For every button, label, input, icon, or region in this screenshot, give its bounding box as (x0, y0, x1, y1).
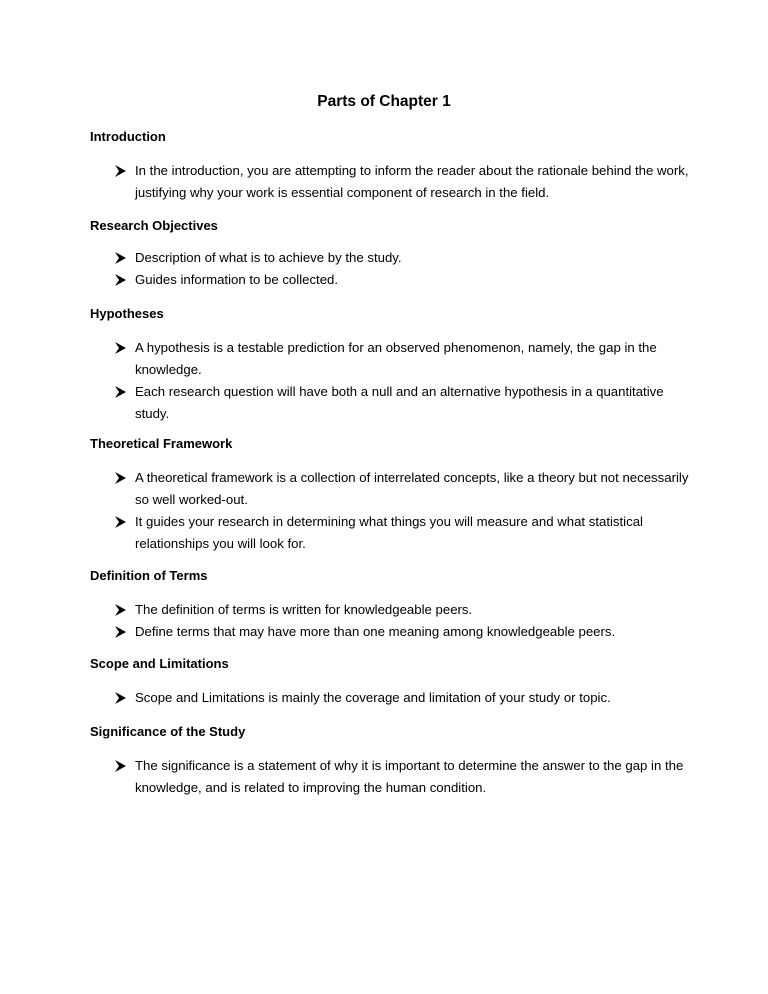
section-theoretical-framework (90, 435, 690, 555)
list-item (90, 687, 690, 709)
section-definition-of-terms (90, 567, 690, 643)
bullet-text: Scope and Limitations is mainly the coverage and limitation of your study or topic. (135, 690, 611, 705)
section-scope-and-limitations (90, 655, 690, 709)
arrow-bullet-icon (115, 165, 126, 177)
bullet-text: Each research question will have both a null and an alternative hypothesis in a quantitative study. (135, 384, 664, 421)
bullet-text: Guides information to be collected. (135, 272, 339, 287)
bullet-text: Description of what is to achieve by the study. (135, 250, 402, 265)
section-heading: Significance of the Study (90, 724, 246, 739)
bullet-list (90, 160, 690, 204)
list-item (90, 160, 690, 204)
section-heading: Hypotheses (90, 306, 164, 321)
bullet-list (90, 599, 690, 643)
section-heading: Theoretical Framework (90, 436, 233, 451)
document-title: Parts of Chapter 1 (317, 93, 451, 110)
arrow-bullet-icon (115, 760, 126, 772)
bullet-list (90, 687, 690, 709)
list-item (90, 467, 690, 511)
arrow-bullet-icon (115, 252, 126, 264)
arrow-bullet-icon (115, 692, 126, 704)
section-heading: Scope and Limitations (90, 656, 229, 671)
section-significance-of-the-study (90, 723, 690, 799)
bullet-text: The significance is a statement of why it is important to determine the answer to the gap in the knowledge, and is related to improving the human condition. (135, 758, 684, 795)
bullet-list (90, 247, 690, 291)
list-item (90, 755, 690, 799)
list-item (90, 599, 690, 621)
bullet-text: A hypothesis is a testable prediction for an observed phenomenon, namely, the gap in the knowledge. (135, 340, 657, 377)
bullet-list (90, 467, 690, 555)
arrow-bullet-icon (115, 604, 126, 616)
list-item (90, 381, 690, 425)
list-item (90, 511, 690, 555)
list-item (90, 247, 690, 269)
section-hypotheses (90, 305, 690, 425)
bullet-text: Define terms that may have more than one meaning among knowledgeable peers. (135, 624, 616, 639)
arrow-bullet-icon (115, 342, 126, 354)
bullet-list (90, 755, 690, 799)
list-item (90, 621, 690, 643)
arrow-bullet-icon (115, 516, 126, 528)
bullet-text: A theoretical framework is a collection of interrelated concepts, like a theory but not necessarily so well worked-out. (135, 470, 689, 507)
section-heading: Introduction (90, 129, 166, 144)
bullet-text: In the introduction, you are attempting to inform the reader about the rationale behind the work, justifying why your work is essential component of research in the field. (135, 163, 689, 200)
section-heading: Definition of Terms (90, 568, 208, 583)
arrow-bullet-icon (115, 274, 126, 286)
list-item (90, 337, 690, 381)
bullet-text: It guides your research in determining what things you will measure and what statistical relationships you will look for. (135, 514, 643, 551)
arrow-bullet-icon (115, 472, 126, 484)
list-item (90, 269, 690, 291)
arrow-bullet-icon (115, 626, 126, 638)
arrow-bullet-icon (115, 386, 126, 398)
bullet-text: The definition of terms is written for knowledgeable peers. (135, 602, 473, 617)
section-introduction (90, 128, 690, 204)
section-heading: Research Objectives (90, 218, 218, 233)
bullet-list (90, 337, 690, 425)
section-research-objectives (90, 217, 690, 291)
